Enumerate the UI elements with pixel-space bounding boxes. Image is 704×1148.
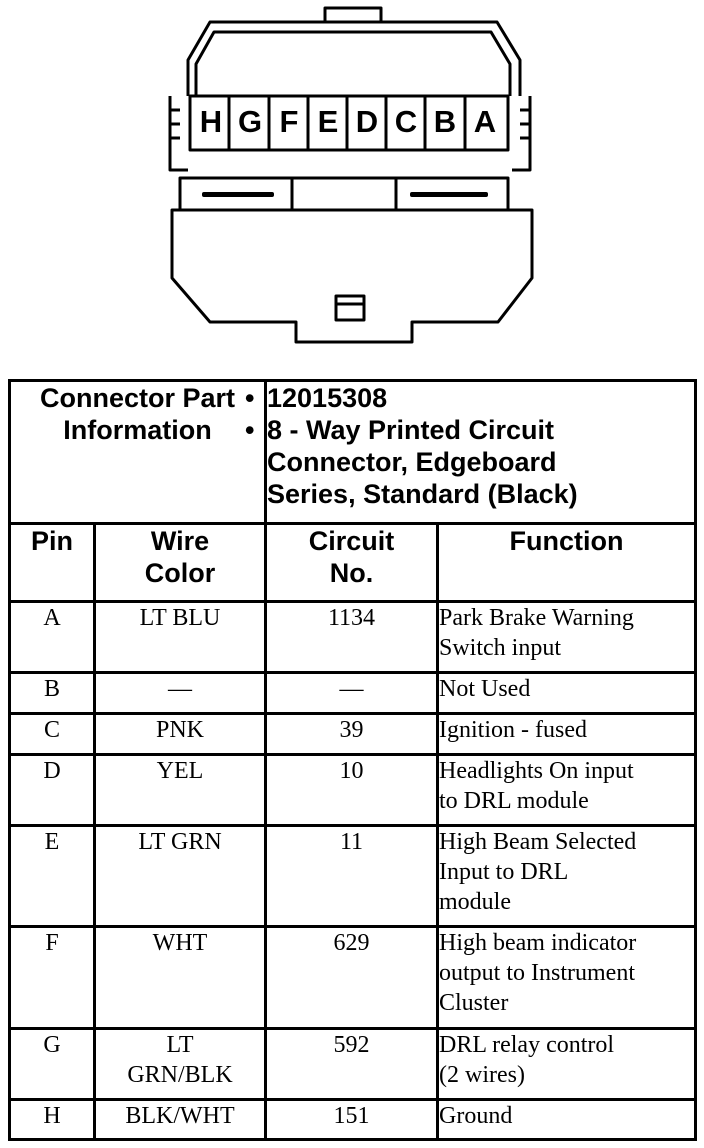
part-number: • 12015308 [267,382,694,414]
table-row [10,927,696,1029]
col-header-circuit: Circuit No. [266,524,438,602]
wire-color-cell: PNK [95,714,266,755]
table-row [10,826,696,927]
part-info-label-line1: Connector Part [39,383,236,413]
part-info-row [10,381,696,524]
wire-color-cell: LT GRN [95,826,266,927]
column-header-row [10,524,696,602]
pin-cell: A [10,602,95,673]
table-row [10,1100,696,1140]
wire-color-cell: LT GRN/BLK [95,1029,266,1100]
pin-cell: F [10,927,95,1029]
wire-color-cell: YEL [95,755,266,826]
function-cell: Ground [438,1100,696,1140]
part-info-label [10,381,266,524]
function-cell: Headlights On input to DRL module [438,755,696,826]
wire-color-cell: — [95,673,266,714]
pin-letter-h: H [199,104,223,140]
col-header-function: Function [438,524,696,602]
description-line2: Connector, Edgeboard [267,447,557,477]
pin-cell: C [10,714,95,755]
description-line3: Series, Standard (Black) [267,479,578,509]
function-cell: Not Used [438,673,696,714]
circuit-cell: — [266,673,438,714]
circuit-cell: 629 [266,927,438,1029]
circuit-cell: 1134 [266,602,438,673]
pin-letter-b: B [433,104,457,140]
circuit-cell: 39 [266,714,438,755]
wire-color-cell: BLK/WHT [95,1100,266,1140]
pin-letter-c: C [394,104,418,140]
pin-cell: B [10,673,95,714]
circuit-cell: 10 [266,755,438,826]
table-row [10,1029,696,1100]
table-row [10,714,696,755]
pin-cell: G [10,1029,95,1100]
function-cell: Ignition - fused [438,714,696,755]
function-cell: High Beam Selected Input to DRL module [438,826,696,927]
circuit-cell: 592 [266,1029,438,1100]
pin-cell: E [10,826,95,927]
circuit-cell: 151 [266,1100,438,1140]
pin-cell: H [10,1100,95,1140]
connector-face-diagram [0,0,704,370]
function-cell: Park Brake Warning Switch input [438,602,696,673]
description-line1: • 8 - Way Printed Circuit [267,414,694,446]
pin-cell: D [10,755,95,826]
part-info-label-line2: Information [63,415,212,445]
pin-letter-e: E [317,104,339,140]
wire-color-cell: WHT [95,927,266,1029]
pin-letter-d: D [355,104,379,140]
pin-letter-g: G [237,104,263,140]
function-cell: High beam indicator output to Instrument Cluster [438,927,696,1029]
table-row [10,673,696,714]
part-info-details [266,381,696,524]
col-header-wire-color: Wire Color [95,524,266,602]
pin-letter-a: A [473,104,497,140]
table-row [10,755,696,826]
wire-color-cell: LT BLU [95,602,266,673]
circuit-cell: 11 [266,826,438,927]
pin-letter-f: F [279,104,299,140]
function-cell: DRL relay control (2 wires) [438,1029,696,1100]
table-row [10,602,696,673]
pinout-table [8,379,697,1141]
col-header-pin: Pin [10,524,95,602]
